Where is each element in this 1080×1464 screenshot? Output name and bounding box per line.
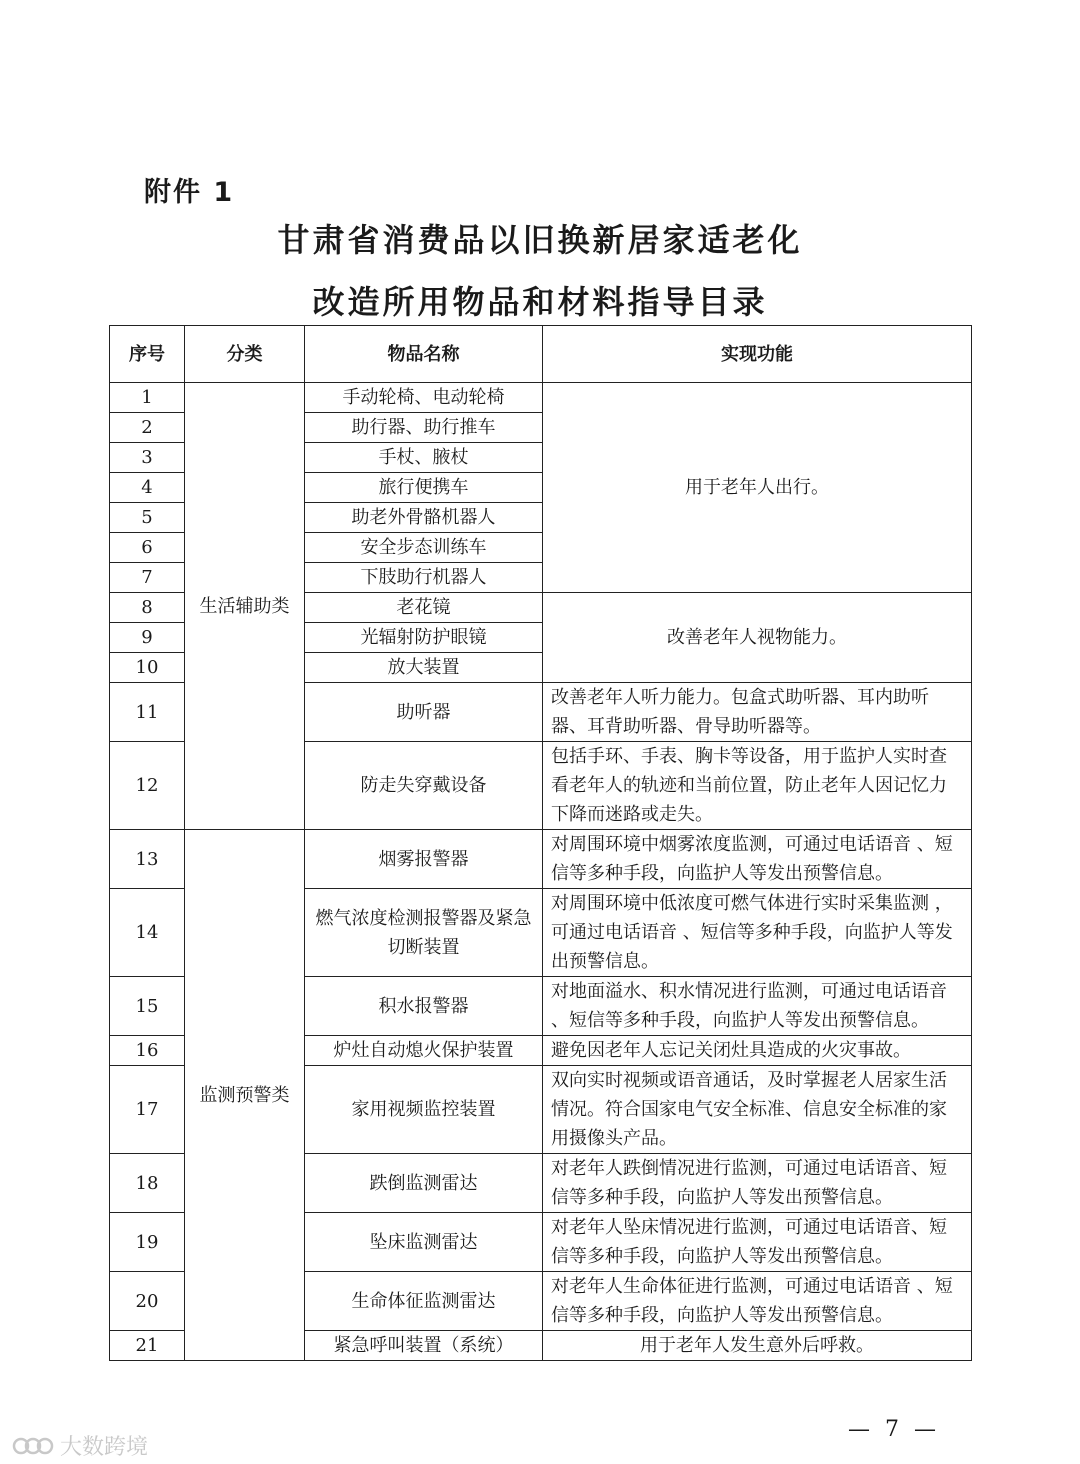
table-header-row	[110, 326, 972, 383]
row-index: 15	[110, 977, 185, 1036]
category-cell: 生活辅助类	[185, 383, 305, 830]
row-index: 5	[110, 503, 185, 533]
document-title-line-2: 改造所用物品和材料指导目录	[312, 283, 768, 321]
row-index: 11	[110, 683, 185, 742]
watermark-logo-icon	[12, 1433, 54, 1459]
item-name: 燃气浓度检测报警器及紧急切断装置	[305, 889, 543, 977]
row-index: 2	[110, 413, 185, 443]
function-cell: 用于老年人出行。	[543, 383, 972, 593]
item-name: 助行器、助行推车	[305, 413, 543, 443]
item-name: 跌倒监测雷达	[305, 1154, 543, 1213]
item-name: 旅行便携车	[305, 473, 543, 503]
attachment-label: 附件 1	[144, 177, 235, 208]
row-index: 20	[110, 1272, 185, 1331]
function-cell: 包括手环、手表、胸卡等设备，用于监护人实时查看老年人的轨迹和当前位置，防止老年人因记忆力下降而迷路或走失。	[543, 742, 972, 830]
function-cell: 对周围环境中低浓度可燃气体进行实时采集监测 ，可通过电话语音 、短信等多种手段，向监护人等发出预警信息。	[543, 889, 972, 977]
function-cell: 改善老年人视物能力。	[543, 593, 972, 683]
item-name: 烟雾报警器	[305, 830, 543, 889]
item-name: 放大装置	[305, 653, 543, 683]
item-name: 助听器	[305, 683, 543, 742]
category-cell: 监测预警类	[185, 830, 305, 1361]
column-header-category: 分类	[185, 326, 305, 383]
page-number: — 7 —	[848, 1417, 940, 1442]
row-index: 3	[110, 443, 185, 473]
function-cell: 改善老年人听力能力。包盒式助听器、耳内助听器、耳背助听器、骨导助听器等。	[543, 683, 972, 742]
row-index: 4	[110, 473, 185, 503]
row-index: 17	[110, 1066, 185, 1154]
watermark	[12, 1430, 148, 1461]
row-index: 1	[110, 383, 185, 413]
row-index: 14	[110, 889, 185, 977]
row-index: 9	[110, 623, 185, 653]
item-name: 生命体征监测雷达	[305, 1272, 543, 1331]
function-cell: 对地面溢水、积水情况进行监测，可通过电话语音 、短信等多种手段，向监护人等发出预警信息。	[543, 977, 972, 1036]
item-name: 紧急呼叫装置（系统）	[305, 1331, 543, 1361]
item-name: 积水报警器	[305, 977, 543, 1036]
watermark-text: 大数跨境	[60, 1435, 149, 1460]
function-cell: 对老年人跌倒情况进行监测，可通过电话语音、短信等多种手段，向监护人等发出预警信息。	[543, 1154, 972, 1213]
column-header-item-name: 物品名称	[305, 326, 543, 383]
column-header-index: 序号	[110, 326, 185, 383]
function-cell: 对老年人生命体征进行监测，可通过电话语音 、短信等多种手段，向监护人等发出预警信息。	[543, 1272, 972, 1331]
function-cell: 对老年人坠床情况进行监测，可通过电话语音、短信等多种手段，向监护人等发出预警信息。	[543, 1213, 972, 1272]
item-name: 坠床监测雷达	[305, 1213, 543, 1272]
table-row	[110, 830, 972, 889]
row-index: 19	[110, 1213, 185, 1272]
column-header-function: 实现功能	[543, 326, 972, 383]
item-name: 下肢助行机器人	[305, 563, 543, 593]
item-name: 光辐射防护眼镜	[305, 623, 543, 653]
item-name: 手动轮椅、电动轮椅	[305, 383, 543, 413]
row-index: 7	[110, 563, 185, 593]
row-index: 12	[110, 742, 185, 830]
item-name: 安全步态训练车	[305, 533, 543, 563]
row-index: 16	[110, 1036, 185, 1066]
table-row	[110, 383, 972, 413]
item-name: 防走失穿戴设备	[305, 742, 543, 830]
item-name: 老花镜	[305, 593, 543, 623]
item-name: 手杖、腋杖	[305, 443, 543, 473]
row-index: 8	[110, 593, 185, 623]
catalog-table	[109, 325, 972, 1361]
row-index: 13	[110, 830, 185, 889]
row-index: 10	[110, 653, 185, 683]
item-name: 炉灶自动熄火保护装置	[305, 1036, 543, 1066]
row-index: 21	[110, 1331, 185, 1361]
function-cell: 用于老年人发生意外后呼救。	[543, 1331, 972, 1361]
function-cell: 对周围环境中烟雾浓度监测，可通过电话语音 、短信等多种手段，向监护人等发出预警信息。	[543, 830, 972, 889]
document-title-line-1: 甘肃省消费品以旧换新居家适老化	[277, 221, 803, 259]
item-name: 家用视频监控装置	[305, 1066, 543, 1154]
function-cell: 双向实时视频或语音通话，及时掌握老人居家生活情况。符合国家电气安全标准、信息安全标准的家用摄像头产品。	[543, 1066, 972, 1154]
item-name: 助老外骨骼机器人	[305, 503, 543, 533]
row-index: 6	[110, 533, 185, 563]
function-cell: 避免因老年人忘记关闭灶具造成的火灾事故。	[543, 1036, 972, 1066]
row-index: 18	[110, 1154, 185, 1213]
